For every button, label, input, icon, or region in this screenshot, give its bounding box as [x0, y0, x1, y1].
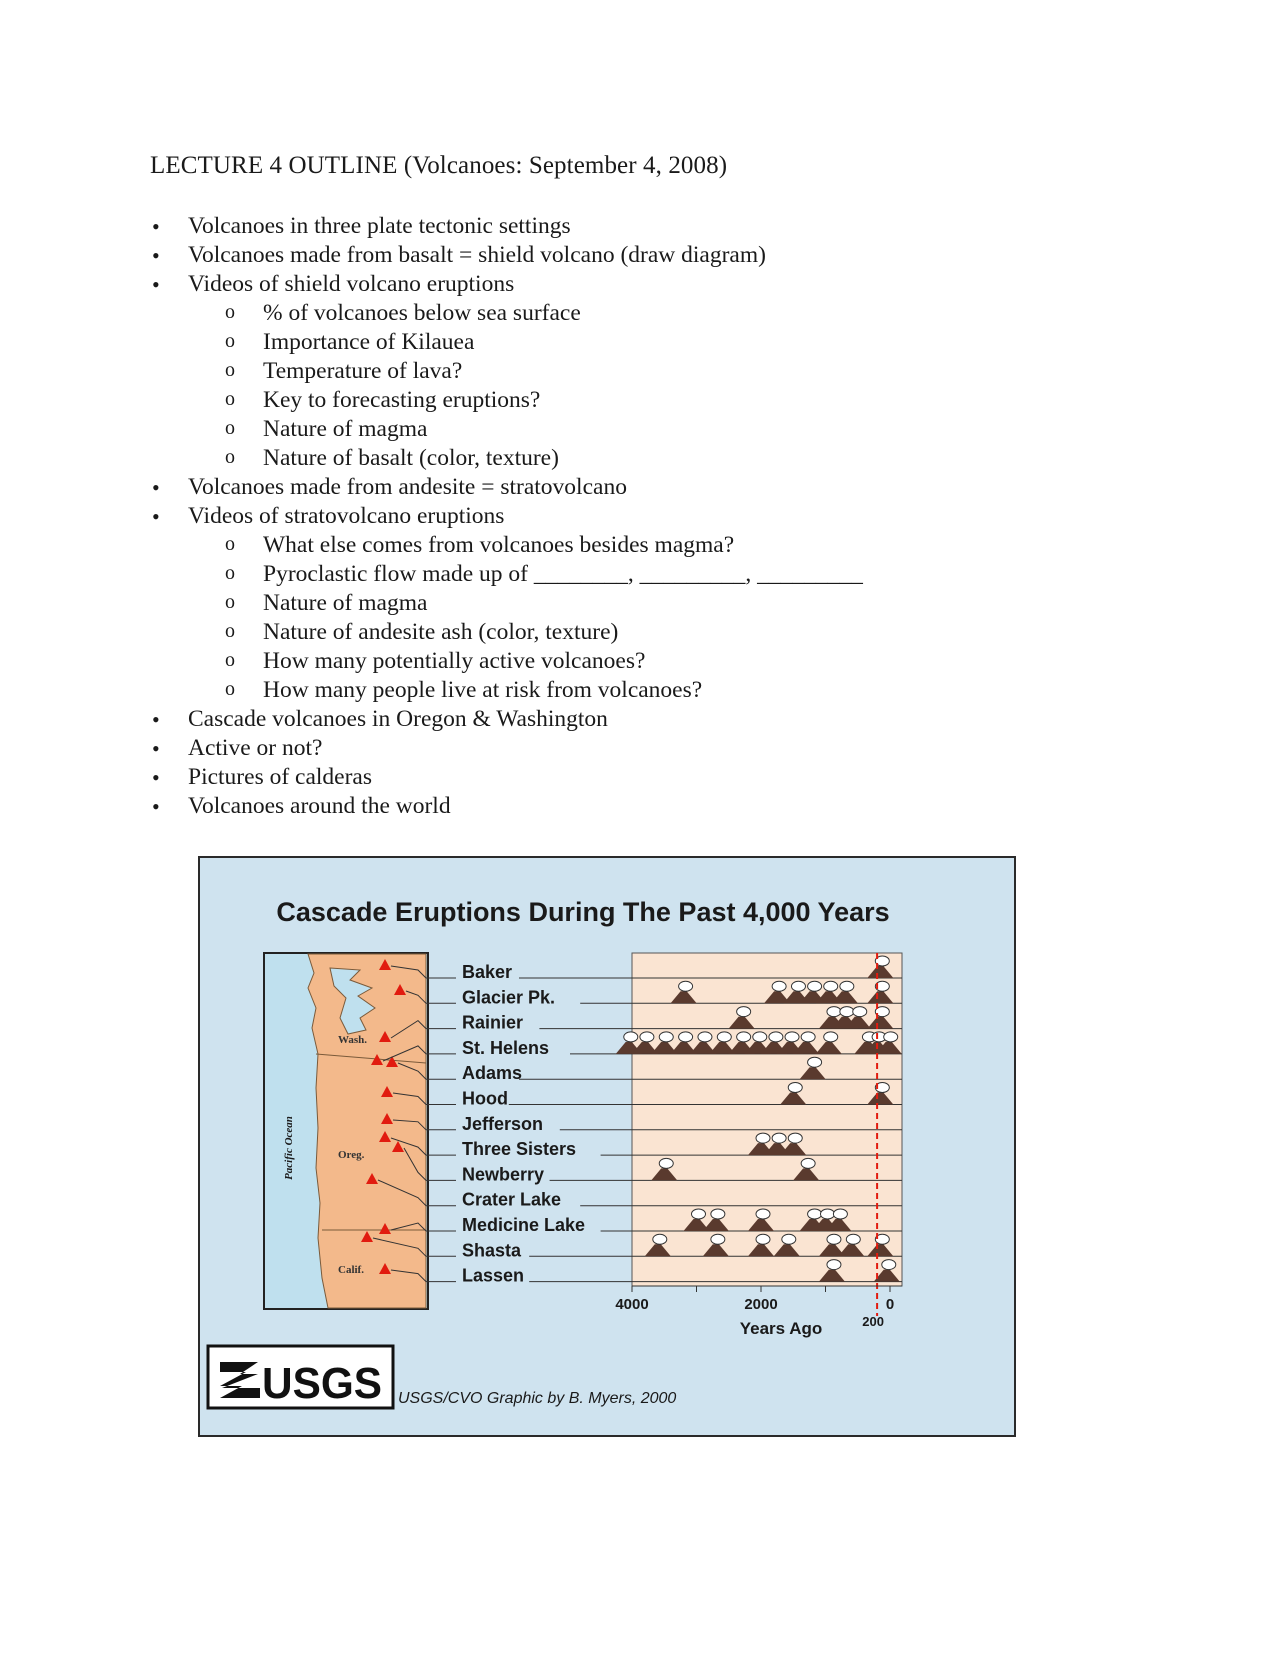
lecture-outline [150, 212, 863, 821]
outline-item: • Videos of stratovolcano eruptions [150, 502, 863, 531]
outline-subitem: o Importance of Kilauea [150, 328, 863, 357]
map-label-oreg: Oreg. [338, 1149, 365, 1161]
x-axis [615, 1286, 902, 1338]
volcano-label: Medicine Lake [462, 1215, 586, 1235]
x-tick-label: 2000 [744, 1296, 778, 1313]
chart-title: Cascade Eruptions During The Past 4,000 Years [276, 897, 890, 927]
volcano-label: Glacier Pk. [462, 987, 556, 1008]
outline-subitem: o Pyroclastic flow made up of ________, _________, _________ [150, 560, 863, 589]
volcano-label: Three Sisters [462, 1139, 577, 1160]
reference-line-label: 200 [862, 1314, 884, 1329]
volcano-label: Adams [462, 1063, 523, 1084]
outline-subitem: o % of volcanoes below sea surface [150, 299, 863, 328]
outline-subitem: o Nature of basalt (color, texture) [150, 444, 863, 473]
x-tick-label: 0 [885, 1296, 895, 1313]
outline-subitem: o How many people live at risk from volcanoes? [150, 676, 863, 705]
map-label-wash: Wash. [338, 1034, 368, 1046]
outline-item: • Volcanoes around the world [150, 792, 863, 821]
page-title: LECTURE 4 OUTLINE (Volcanoes: September 4, 2008) [150, 152, 728, 179]
outline-subitem: o Key to forecasting eruptions? [150, 386, 863, 415]
volcano-label: Baker [462, 962, 513, 982]
outline-item: • Videos of shield volcano eruptions [150, 270, 863, 299]
volcano-label: Newberry [462, 1164, 545, 1185]
volcano-label: St. Helens [462, 1037, 550, 1058]
outline-item: • Volcanoes in three plate tectonic settings [150, 212, 863, 241]
cascade-map [264, 953, 428, 1309]
outline-subitem: o Nature of magma [150, 589, 863, 618]
outline-item: • Pictures of calderas [150, 763, 863, 792]
usgs-logo [208, 1346, 393, 1408]
volcano-label: Lassen [462, 1265, 525, 1286]
outline-subitem: o Nature of magma [150, 415, 863, 444]
cascade-eruptions-figure [198, 856, 1016, 1437]
map-label-ocean: Pacific Ocean [283, 1116, 295, 1180]
outline-subitem: o How many potentially active volcanoes? [150, 647, 863, 676]
cascade-eruptions-chart [200, 858, 1014, 1435]
outline-item: • Volcanoes made from andesite = stratovolcano [150, 473, 863, 502]
volcano-label: Rainier [462, 1012, 524, 1033]
usgs-logo-text: USGS [262, 1359, 382, 1408]
volcano-label: Jefferson [462, 1113, 544, 1134]
outline-subitem: o Temperature of lava? [150, 357, 863, 386]
outline-item: • Volcanoes made from basalt = shield volcano (draw diagram) [150, 241, 863, 270]
x-tick-label: 4000 [615, 1296, 649, 1313]
volcano-label: Crater Lake [462, 1189, 562, 1210]
outline-subitem: o Nature of andesite ash (color, texture) [150, 618, 863, 647]
volcano-label: Hood [462, 1088, 508, 1109]
map-label-calif: Calif. [338, 1264, 364, 1276]
volcano-label: Shasta [462, 1240, 522, 1261]
outline-subitem: o What else comes from volcanoes besides magma? [150, 531, 863, 560]
x-axis-label: Years Ago [739, 1319, 823, 1338]
outline-item: • Active or not? [150, 734, 863, 763]
outline-item: • Cascade volcanoes in Oregon & Washington [150, 705, 863, 734]
graphic-credit: USGS/CVO Graphic by B. Myers, 2000 [398, 1390, 677, 1407]
